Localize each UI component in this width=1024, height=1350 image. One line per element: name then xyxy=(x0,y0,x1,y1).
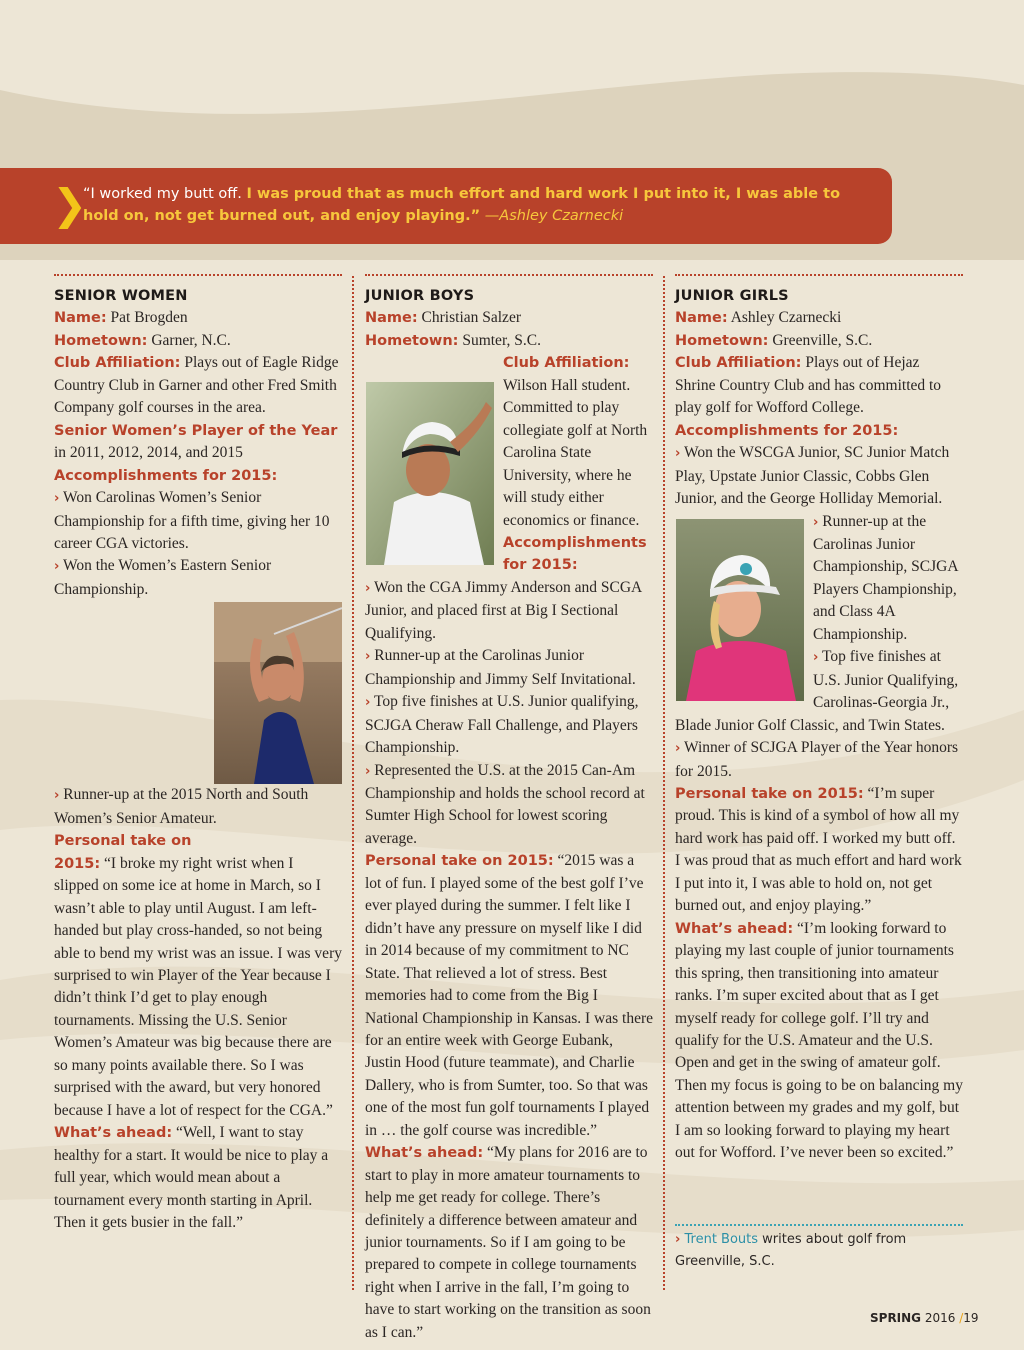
hometown-label: Hometown: xyxy=(365,332,459,349)
column-heading: JUNIOR GIRLS xyxy=(675,288,789,304)
arrow-icon: › xyxy=(365,695,371,711)
ahead-label: What’s ahead: xyxy=(365,1145,484,1162)
player-name: Christian Salzer xyxy=(421,309,521,327)
player-club: Plays out of Hejaz Shrine Country Club and has committed to play golf for Wofford College. xyxy=(675,354,942,417)
page-number: 19 xyxy=(963,1311,979,1325)
folio-slash: / xyxy=(959,1311,964,1325)
accomplishment-item: › Won the Women’s Eastern Senior Championship. xyxy=(54,557,272,598)
player-hometown: Greenville, S.C. xyxy=(772,331,873,349)
arrow-icon: › xyxy=(365,580,371,596)
award-label: Senior Women’s Player of the Year xyxy=(54,422,338,439)
pull-quote-bold: I was proud that as much effort and hard work I put into it, I was able to hold on, not get burned out, and enjoy playing.” xyxy=(83,186,841,224)
personal-label: Personal take on xyxy=(54,833,192,850)
arrow-icon: › xyxy=(54,559,60,575)
player-club: Wilson Hall student. Committed to play collegiate golf at North Carolina State University, where he will study either economics or finance. xyxy=(503,376,648,529)
column-senior-women xyxy=(54,274,342,1234)
accomplishment-item: › Won Carolinas Women’s Senior Championship for a fifth time, giving her 10 career CGA victories. xyxy=(54,489,330,552)
personal-label-year: 2015: xyxy=(54,855,101,872)
club-label: Club Affiliation: xyxy=(54,355,181,372)
accomplishment-item: › Runner-up at the Carolinas Junior Championship and Jimmy Self Invitational. xyxy=(365,647,636,688)
player-hometown: Sumter, S.C. xyxy=(462,331,541,349)
personal-label: Personal take on 2015: xyxy=(675,785,864,802)
author-byline xyxy=(675,1224,963,1274)
personal-text: “I broke my right wrist when I slipped on some ice at home in March, so I wasn’t able to play until August. I am left-handed but play cross-handed, so not being able to bend my wrist was an issue. I was very surprised to win Player of the Year because I didn’t think I’d get to play enough tournaments. Missing the U.S. Senior Women’s Amateur was big because there are so many points available there. So I was surprised with the award, but very honored because I have a lot of respect for the CGA.” xyxy=(54,854,342,1119)
accomplishment-item: › Won the CGA Jimmy Anderson and SCGA Junior, and placed first at Big I Sectional Qualifying. xyxy=(365,578,642,642)
pull-quote-lead: “I worked my butt off. xyxy=(83,186,247,202)
photo-pat-brogden xyxy=(214,602,342,784)
accomplishment-item: › Top five finishes at U.S. Junior Qualifying, Carolinas-Georgia Jr., Blade Junior Golf Classic, and Twin States. xyxy=(675,648,959,734)
player-name: Ashley Czarnecki xyxy=(730,309,842,327)
ahead-label: What’s ahead: xyxy=(54,1125,173,1142)
author-name: Trent Bouts xyxy=(684,1232,759,1247)
arrow-icon: › xyxy=(365,649,371,665)
pull-quote-banner xyxy=(0,168,892,244)
arrow-icon: › xyxy=(813,514,819,530)
arrow-icon: › xyxy=(675,1232,681,1247)
personal-text: “2015 was a lot of fun. I played some of the best golf I’ve ever played during the summer. I felt like I didn’t have any pressure on myself like I did in 2014 because of my commitment to NC State. That relieved a lot of stress. Best memories had to come from the Big I National Championship in Kansas. I was there for an entire week with George Eubank, Justin Hood (future teammate), and Charlie Dallery, who is from Sumter, too. So that was one of the most fun golf tournaments I played in … the golf course was incredible.” xyxy=(365,852,653,1139)
column-divider xyxy=(663,276,665,1290)
folio-season: SPRING xyxy=(870,1311,922,1325)
player-hometown: Garner, N.C. xyxy=(151,331,231,349)
name-label: Name: xyxy=(365,310,418,327)
ahead-label: What’s ahead: xyxy=(675,920,794,937)
accomplishment-item: › Runner-up at the Carolinas Junior Championship, SCJGA Players Championship, and Class 4A Championship. xyxy=(813,512,958,643)
ahead-text: “I’m looking forward to playing my last couple of junior tournaments this spring, then transitioning into amateur ranks. I’m super excited about that as I get myself ready for college golf. I’ll try and qualify for the U.S. Amateur and the U.S. Open and get in the swing of amateur golf. Then my focus is going to be on balancing my attention between my grades and my golf, but I am so looking forward to playing my heart out for Wofford. I’ve never been so excited.” xyxy=(675,919,963,1162)
ahead-text: “Well, I want to stay healthy for a start. It would be nice to play a full year, which would mean about a tournament every month starting in April. Then it gets busier in the fall.” xyxy=(54,1124,329,1231)
personal-text: “I’m super proud. This is kind of a symbol of how all my hard work has paid off. I worked my butt off. I was proud that as much effort and hard work I put into it, I was able to hold on, not get burned out, and enjoy playing.” xyxy=(675,784,962,915)
personal-label: Personal take on 2015: xyxy=(365,853,554,870)
page-folio xyxy=(870,1311,979,1325)
ahead-text: “My plans for 2016 are to start to play in more amateur tournaments to help me get ready for college. There’s definitely a difference between amateur and junior tournaments. So if I am going to be prepared to compete in college tournaments right when I arrive in the fall, I’m going to have to start working on the transition as soon as I can.” xyxy=(365,1144,651,1341)
accomplishment-item: › Top five finishes at U.S. Junior qualifying, SCJGA Cheraw Fall Challenge, and Players Championship. xyxy=(365,693,639,757)
arrow-icon: › xyxy=(365,763,371,779)
accomplishment-item: › Won the WSCGA Junior, SC Junior Match Play, Upstate Junior Classic, Cobbs Glen Junior, and the George Holliday Memorial. xyxy=(675,444,950,508)
club-label: Club Affiliation: xyxy=(675,355,802,372)
hometown-label: Hometown: xyxy=(54,332,148,349)
arrow-icon: › xyxy=(813,650,819,666)
name-label: Name: xyxy=(675,310,728,327)
accomplishments-label: Accomplishments for 2015: xyxy=(54,467,278,484)
accomplishment-item: › Represented the U.S. at the 2015 Can-Am Championship and holds the school record at Sumter High School for lowest scoring average. xyxy=(365,761,645,847)
column-junior-boys xyxy=(365,274,653,1344)
photo-christian-salzer xyxy=(366,382,494,565)
award-text: in 2011, 2012, 2014, and 2015 xyxy=(54,444,243,462)
player-club: Plays out of Eagle Ridge Country Club in Garner and other Fred Smith Company golf courses in the area. xyxy=(54,354,339,417)
accomplishment-item: › Runner-up at the 2015 North and South Women’s Senior Amateur. xyxy=(54,786,309,827)
arrow-icon: › xyxy=(54,788,60,804)
hometown-label: Hometown: xyxy=(675,332,769,349)
pull-quote-text xyxy=(83,183,873,227)
chevron-right-icon: ❯ xyxy=(52,180,88,229)
player-name: Pat Brogden xyxy=(110,309,188,327)
arrow-icon: › xyxy=(54,491,60,507)
folio-year: 2016 xyxy=(921,1311,960,1325)
arrow-icon: › xyxy=(675,446,681,462)
photo-ashley-czarnecki xyxy=(676,519,804,701)
column-heading: SENIOR WOMEN xyxy=(54,288,188,304)
name-label: Name: xyxy=(54,310,107,327)
accomplishments-label: Accomplishments xyxy=(503,534,647,551)
accomplishments-label: Accomplishments for 2015: xyxy=(675,422,899,439)
accomplishment-item: › Winner of SCJGA Player of the Year honors for 2015. xyxy=(675,739,959,780)
pull-quote-attribution: —Ashley Czarnecki xyxy=(480,208,624,224)
column-heading: JUNIOR BOYS xyxy=(365,288,475,304)
column-divider xyxy=(352,276,354,1290)
author-bio: writes about golf from Greenville, S.C. xyxy=(675,1232,907,1270)
arrow-icon: › xyxy=(675,741,681,757)
club-label: Club Affiliation: xyxy=(503,355,630,372)
column-junior-girls xyxy=(675,274,963,1165)
accomplishments-label-year: for 2015: xyxy=(503,557,578,574)
